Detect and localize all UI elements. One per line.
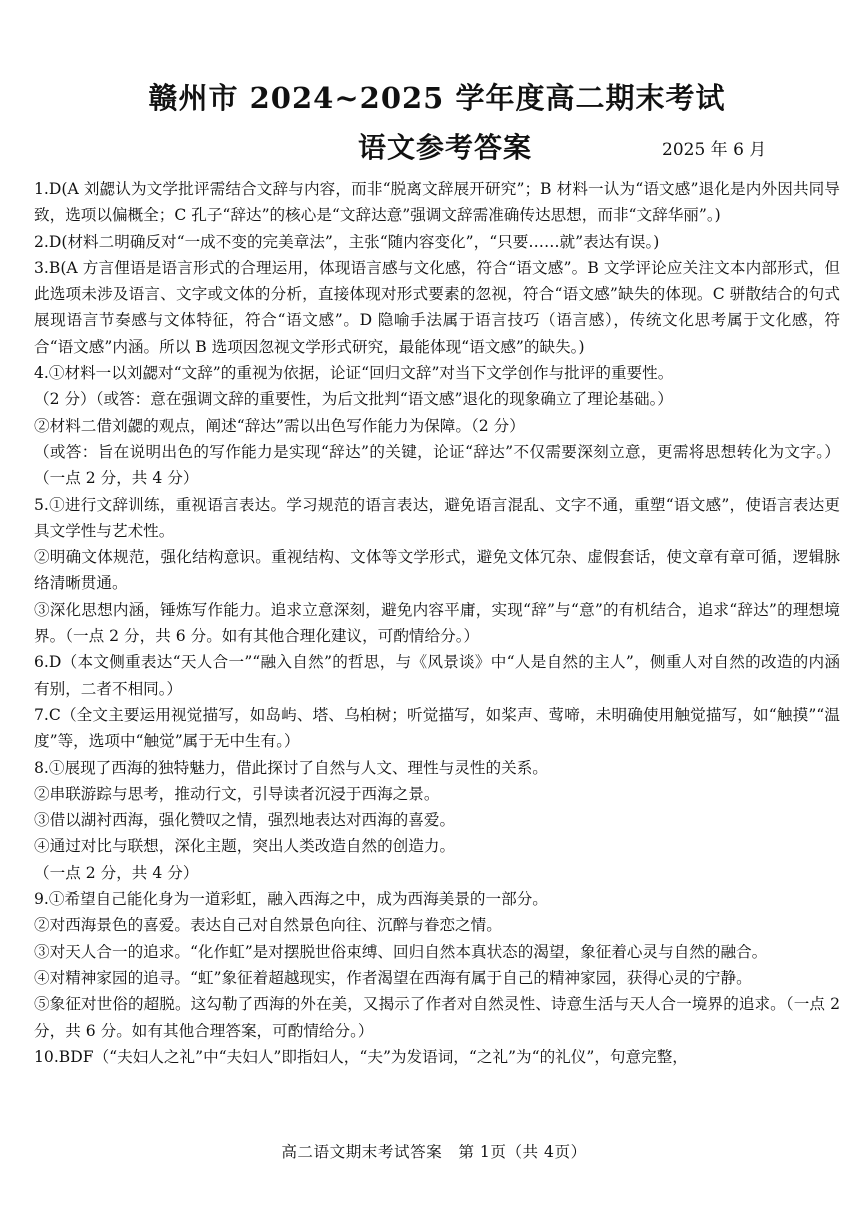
answer-paragraph: ②串联游踪与思考，推动行文，引导读者沉浸于西海之景。 [34, 784, 440, 803]
answer-paragraph: 5.①进行文辞训练，重视语言表达。学习规范的语言表达，避免语言混乱、文字不通，重塑“语文感”，使语言表达更具文学性与艺术性。 [34, 495, 840, 540]
answer-paragraph: 4.①材料一以刘勰对“文辞”的重视为依据，论证“回归文辞”对当下文学创作与批评的重要性。 [34, 364, 674, 383]
answer-paragraph: ③借以湖衬西海，强化赞叹之情，强烈地表达对西海的喜爱。 [34, 811, 456, 830]
answer-paragraph: 3.B(A 方言俚语是语言形式的合理运用，体现语言感与文化感，符合“语文感”。B 文学评论应关注文本内部形式，但此选项未涉及语言、文字或文体的分析，直接体现对形式要素的忽视，符合“语文感”缺失的体现。C 骈散结合的句式展现语言节奏感与文体特征，符合“语文感”。D 隐喻手法属于语言技巧（语言感），传统文化思考属于文化感，符合“语文感”内涵。所以 B 选项因忽视文学形式研究，最能体现“语文感”的缺失。) [34, 258, 840, 356]
answer-paragraph: 1.D(A 刘勰认为文学批评需结合文辞与内容，而非“脱离文辞展开研究”；B 材料一认为“语文感”退化是内外因共同导致，选项以偏概全；C 孔子“辞达”的核心是“文辞达意”强调文辞需准确传达思想，而非“文辞华丽”。) [34, 180, 840, 225]
exam-date: 2025 年 6 月 [662, 140, 767, 160]
answer-paragraph: 10.BDF（“夫妇人之礼”中“夫妇人”即指妇人，“夫”为发语词，“之礼”为“的礼仪”，句意完整， [34, 1047, 688, 1066]
answer-paragraph: ②对西海景色的喜爱。表达自己对自然景色向往、沉醉与眷恋之情。 [34, 916, 502, 935]
answer-paragraph: ③对天人合一的追求。“化作虹”是对摆脱世俗束缚、回归自然本真状态的渴望，象征着心灵与自然的融合。 [34, 942, 768, 961]
answer-paragraph: 6.D（本文侧重表达“天人合一”“融入自然”的哲思，与《风景谈》中“人是自然的主人”，侧重人对自然的改造的内涵有别，二者不相同。） [34, 653, 840, 698]
page-footer: 高二语文期末考试答案 第 1页（共 4页） [281, 1143, 587, 1161]
answer-paragraph: ④通过对比与联想，深化主题，突出人类改造自然的创造力。 [34, 837, 456, 856]
answer-paragraph: 9.①希望自己能化身为一道彩虹，融入西海之中，成为西海美景的一部分。 [34, 890, 548, 909]
answer-paragraph: 2.D(材料二明确反对“一成不变的完美章法”，主张“随内容变化”，“只要……就”表达有误。) [34, 232, 660, 251]
answer-paragraph: ②明确文体规范，强化结构意识。重视结构、文体等文学形式，避免文体冗杂、虚假套话，使文章有章可循，逻辑脉络清晰贯通。 [34, 548, 840, 593]
subtitle-row [34, 128, 840, 174]
answer-paragraph: （2 分）（或答：意在强调文辞的重要性，为后文批判“语文感”退化的现象确立了理论基础。） [34, 390, 673, 409]
answer-paragraph: （或答：旨在说明出色的写作能力是实现“辞达”的关键，论证“辞达”不仅需要深刻立意，更需将思想转化为文字。）（一点 2 分，共 4 分） [34, 442, 840, 488]
page-subtitle: 语文参考答案 [358, 131, 533, 164]
answer-paragraph: （一点 2 分，共 4 分） [34, 863, 199, 882]
answer-body [34, 176, 840, 1070]
page-title: 赣州市 2024~2025 学年度高二期末考试 [148, 81, 726, 115]
answer-paragraph: ③深化思想内涵，锤炼写作能力。追求立意深刻，避免内容平庸，实现“辞”与“意”的有机结合，追求“辞达”的理想境界。（一点 2 分，共 6 分。如有其他合理化建议，可酌情给分。） [34, 600, 840, 646]
answer-paragraph: ②材料二借刘勰的观点，阐述“辞达”需以出色写作能力为保障。（2 分） [34, 416, 525, 435]
answer-paragraph: 8.①展现了西海的独特魅力，借此探讨了自然与人文、理性与灵性的关系。 [34, 758, 548, 777]
answer-paragraph: ④对精神家园的追寻。“虹”象征着超越现实，作者渴望在西海有属于自己的精神家园，获得心灵的宁静。 [34, 968, 752, 987]
answer-paragraph: ⑤象征对世俗的超脱。这勾勒了西海的外在美，又揭示了作者对自然灵性、诗意生活与天人合一境界的追求。（一点 2 分，共 6 分。如有其他合理答案，可酌情给分。） [34, 995, 840, 1040]
answer-paragraph: 7.C（全文主要运用视觉描写，如岛屿、塔、乌桕树；听觉描写，如桨声、莺啼，未明确使用触觉描写，如“触摸”“温度”等，选项中“触觉”属于无中生有。） [34, 705, 840, 751]
